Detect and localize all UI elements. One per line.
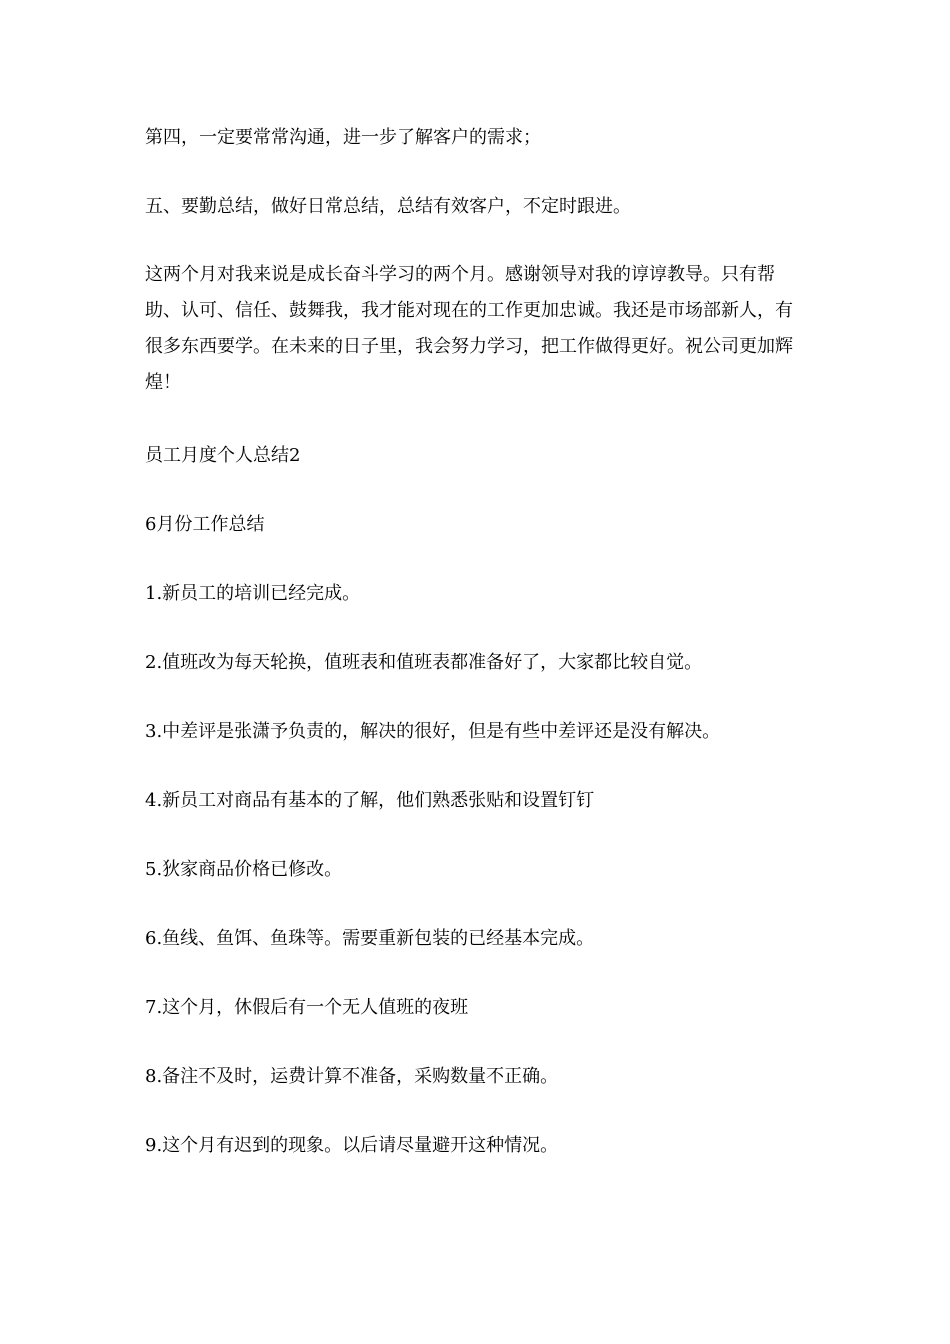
list-item-6: 6.鱼线、鱼饵、鱼珠等。需要重新包装的已经基本完成。 — [145, 928, 595, 949]
subsection-title: 6月份工作总结 — [145, 514, 265, 535]
paragraph-item-4: 第四，一定要常常沟通，进一步了解客户的需求； — [145, 127, 541, 148]
list-item-2: 2.值班改为每天轮换，值班表和值班表都准备好了，大家都比较自觉。 — [145, 652, 703, 673]
list-item-9: 9.这个月有迟到的现象。以后请尽量避开这种情况。 — [145, 1135, 559, 1156]
list-item-5: 5.狄家商品价格已修改。 — [145, 859, 343, 880]
list-item-1: 1.新员工的培训已经完成。 — [145, 583, 361, 604]
list-item-7: 7.这个月，休假后有一个无人值班的夜班 — [145, 997, 469, 1018]
list-item-3: 3.中差评是张潇予负责的，解决的很好，但是有些中差评还是没有解决。 — [145, 721, 721, 742]
section-title: 员工月度个人总结2 — [145, 445, 301, 466]
paragraph-item-5: 五、要勤总结，做好日常总结，总结有效客户，不定时跟进。 — [145, 196, 631, 217]
list-item-8: 8.备注不及时，运费计算不准备，采购数量不正确。 — [145, 1066, 559, 1087]
paragraph-gratitude: 这两个月对我来说是成长奋斗学习的两个月。感谢领导对我的谆谆教导。只有帮助、认可、信任、鼓舞我，我才能对现在的工作更加忠诚。我还是市场部新人，有很多东西要学。在未来的日子里，我会努力学习，把工作做得更好。祝公司更加辉煌！ — [145, 264, 793, 393]
list-item-4: 4.新员工对商品有基本的了解，他们熟悉张贴和设置钉钉 — [145, 790, 595, 811]
